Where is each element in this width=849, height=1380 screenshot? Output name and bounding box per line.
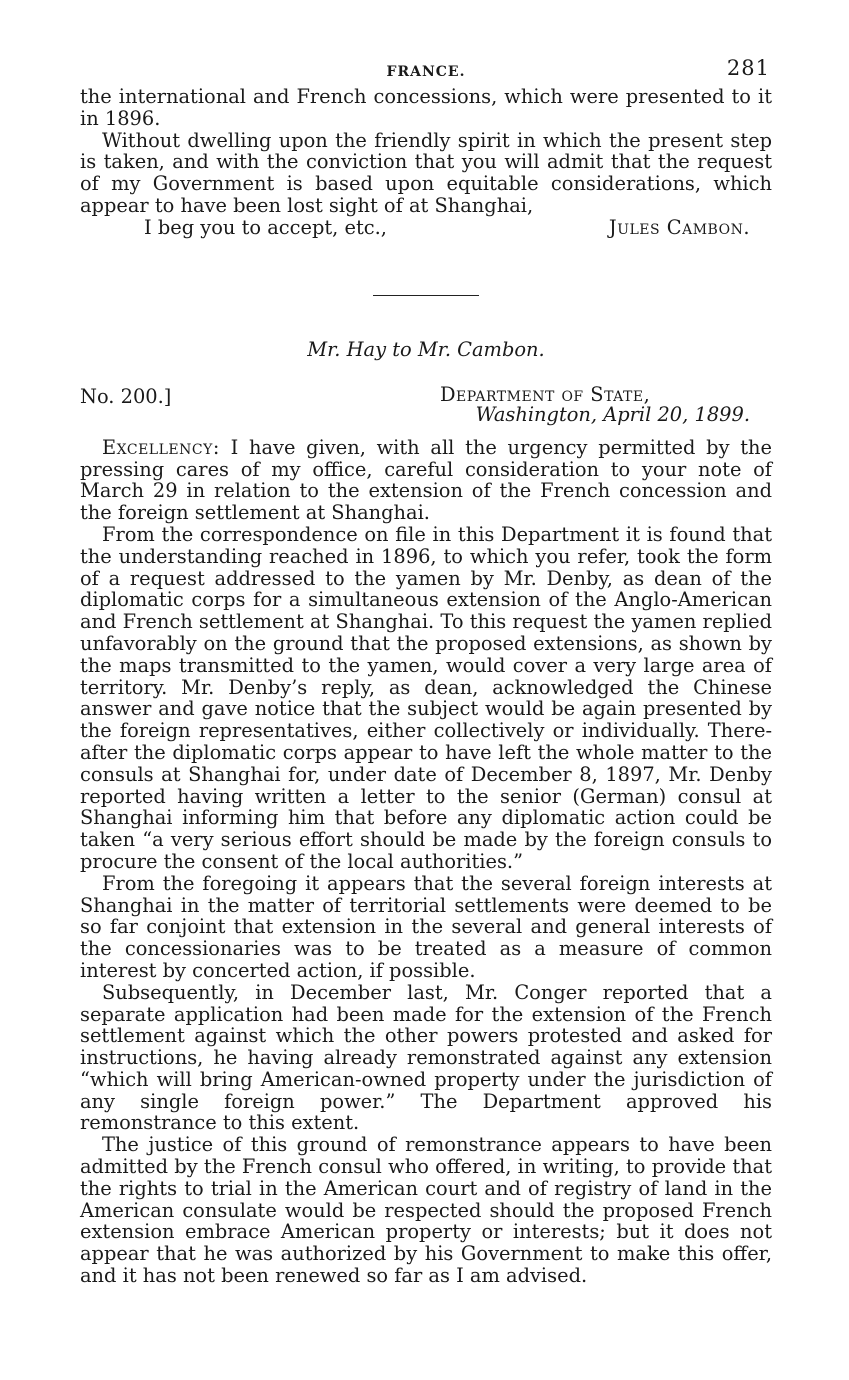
letter1-continuation: the international and French concessions, which were presented to it in 1896. xyxy=(80,85,772,130)
letter2-paragraph-2: From the correspondence on file in this Department it is found that the understanding reached in 1896, to which you refer, took the form of a request addressed to the yamen by Mr. Denby, as dean of the diplomatic corps for a simultaneous extension of the Anglo-American and French settlement at Shanghai. To this request the yamen replied unfavorably on the ground that the proposed extensions, as shown by the maps transmitted to the yamen, would cover a very large area of territory. Mr. Denby’s reply, as dean, acknowledged the Chinese answer and gave notice that the subject would be again presented by the foreign representatives, either collectively or individually. Thereafter the diplomatic corps appear to have left the whole matter to the consuls at Shanghai for, under date of December 8, 1897, Mr. Denby reported having written a letter to the senior (German) consul at Shanghai informing him that before any diplomatic action could be taken “a very serious effort should be made by the foreign consuls to procure the consent of the local authorities.” xyxy=(80,522,772,873)
letter1-closing: I beg you to accept, etc., xyxy=(144,215,387,239)
letter2-number: No. 200.] xyxy=(80,384,172,408)
letter1-closing-line xyxy=(80,217,772,241)
letter2-dateline xyxy=(80,381,772,431)
letter2-paragraph-3: From the foregoing it appears that the several foreign interests at Shanghai in the matter of territorial settlements were deemed to be so far conjoint that extension in the several and general interests of the concessionaries was to be treated as a measure of common interest by concerted action, if possible. xyxy=(80,871,772,982)
running-header xyxy=(80,56,772,86)
page-number: 281 xyxy=(726,56,770,80)
letter1-signature: Jules Cambon. xyxy=(608,215,750,239)
letter2-body xyxy=(80,437,772,1287)
letter2-paragraph-5: The justice of this ground of remonstrance appears to have been admitted by the French consul who offered, in writing, to provide that the rights to trial in the American court and of registry of land in the American consulate would be respected should the proposed French extension embrace American property or interests; but it does not appear that he was authorized by his Government to make this offer, and it has not been renewed so far as I am advised. xyxy=(80,1133,772,1288)
letter2-paragraph-1 xyxy=(80,437,772,524)
letter2-place-date: Washington, April 20, 1899. xyxy=(475,402,750,426)
section-divider xyxy=(373,295,479,296)
letter2-department: Department of State, xyxy=(440,382,651,406)
letter2-paragraph-1-text: I have given, with all the urgency permitted by the pressing cares of my office, careful consideration to your note of March 29 in relation to the extension of the French concession and the foreign settlement at Shanghai. xyxy=(80,435,772,525)
letter2-paragraph-4: Subsequently, in December last, Mr. Conger reported that a separate application had been made for the extension of the French settlement against which the other powers protested and asked for instructions, he having already remonstrated against any extension “which will bring American-owned property under the jurisdiction of any single foreign power.” The Department approved his remonstrance to this extent. xyxy=(80,980,772,1135)
letter2-heading: Mr. Hay to Mr. Cambon. xyxy=(307,337,545,361)
running-title: FRANCE. xyxy=(386,64,466,80)
document-page xyxy=(80,56,772,1287)
letter2-salutation: Excellency: xyxy=(102,435,220,459)
letter1-paragraph: Without dwelling upon the friendly spirit in which the present step is taken, and with the conviction that you will admit that the request of my Government is based upon equitable considerations, which appear to have been lost sight of at Shanghai, xyxy=(80,128,772,217)
